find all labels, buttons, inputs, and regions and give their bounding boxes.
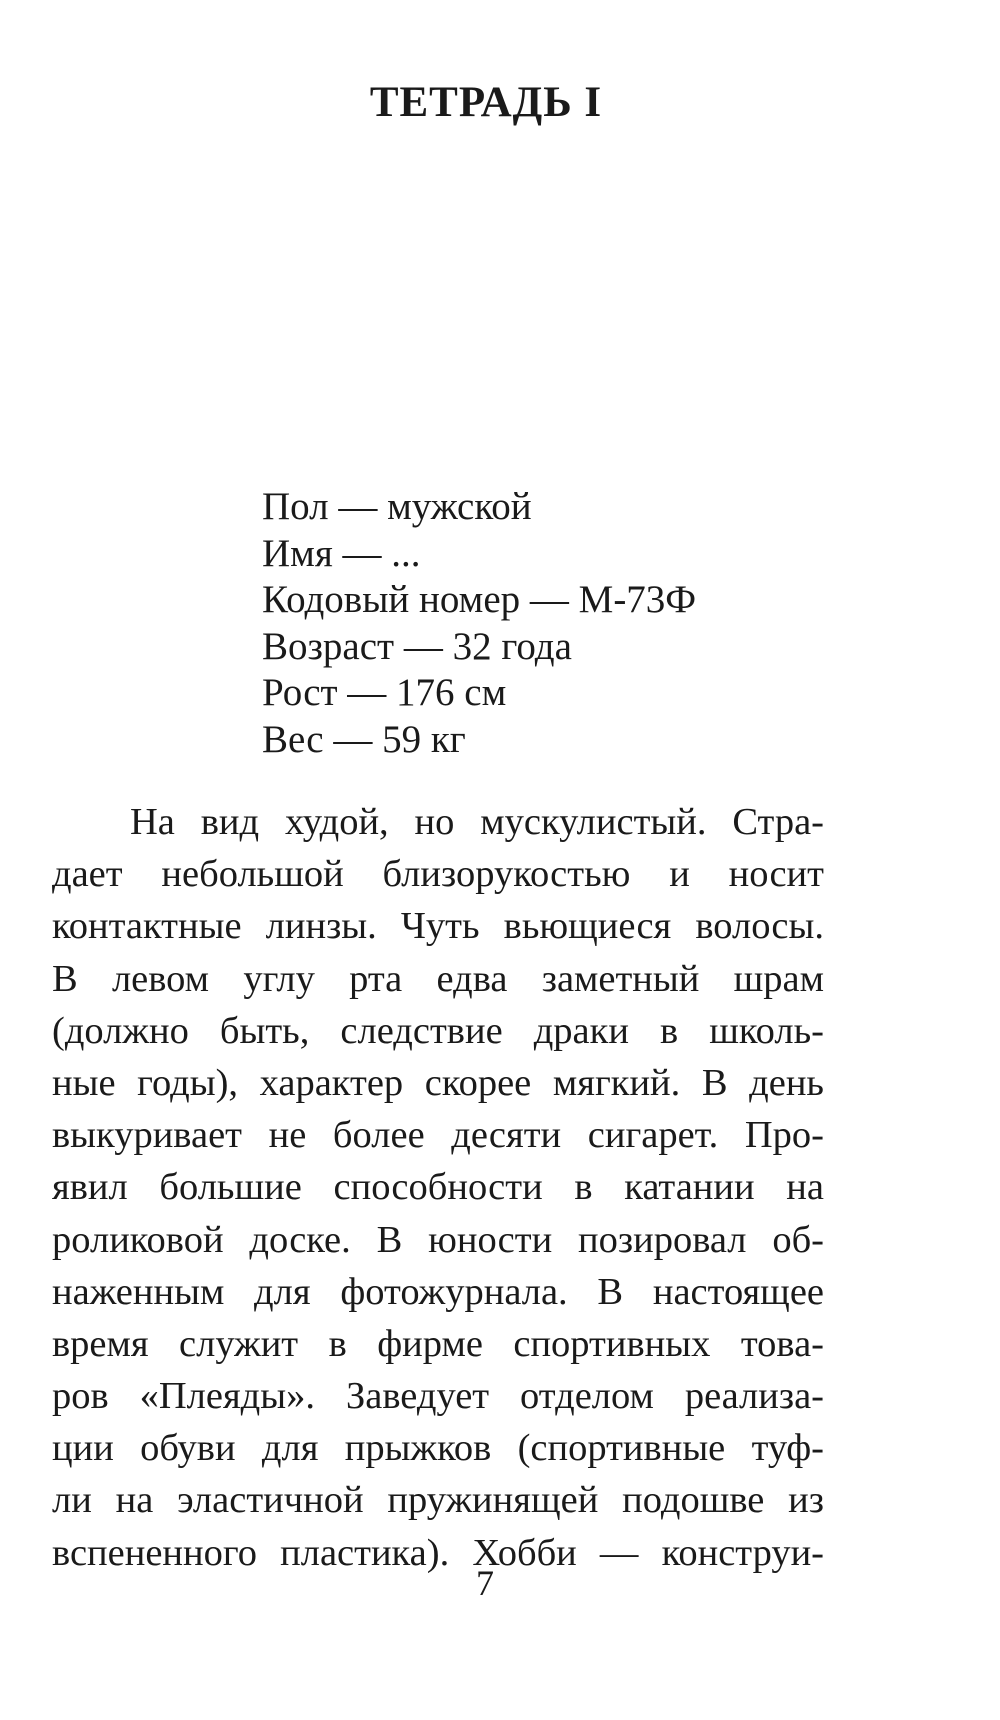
body-line: контактные линзы. Чуть вьющиеся волосы. — [52, 905, 824, 948]
body-line: (должно быть, следствие драки в школь- — [52, 1009, 824, 1052]
profile-line-height: Рост — 176 см — [262, 671, 507, 715]
profile-line-sex: Пол — мужской — [262, 485, 532, 528]
body-line: выкуривает не более десяти сигарет. Про- — [52, 1114, 824, 1157]
profile-line-age: Возраст — 32 года — [262, 624, 572, 668]
body-line: На вид худой, но мускулистый. Стра- — [130, 801, 824, 843]
body-line: ные годы), характер скорее мягкий. В день — [52, 1061, 824, 1104]
body-line: ров «Плеяды». Заведует отделом реализа- — [52, 1375, 824, 1418]
body-line: вспененного пластика). Хобби — конструи- — [52, 1531, 824, 1574]
profile-line-name: Имя — ... — [262, 531, 421, 575]
body-line: время служит в фирме спортивных това- — [52, 1322, 824, 1365]
profile-line-weight: Вес — 59 кг — [262, 717, 466, 761]
chapter-title: ТЕТРАДЬ I — [369, 79, 603, 126]
body-line: ли на эластичной пружинящей подошве из — [52, 1479, 824, 1522]
page-number: 7 — [476, 1563, 494, 1603]
body-line: ции обуви для прыжков (спортивные туф- — [52, 1427, 824, 1470]
profile-list — [262, 484, 696, 764]
body-line: наженным для фотожурнала. В настоящее — [52, 1270, 824, 1313]
body-paragraph — [52, 796, 824, 1579]
body-line: дает небольшой близорукостью и носит — [52, 853, 824, 896]
body-line: роликовой доске. В юности позировал об- — [52, 1218, 824, 1261]
body-line: явил большие способности в катании на — [52, 1166, 824, 1209]
profile-line-code: Кодовый номер — М-73Ф — [262, 578, 697, 622]
body-line: В левом углу рта едва заметный шрам — [52, 957, 824, 1000]
